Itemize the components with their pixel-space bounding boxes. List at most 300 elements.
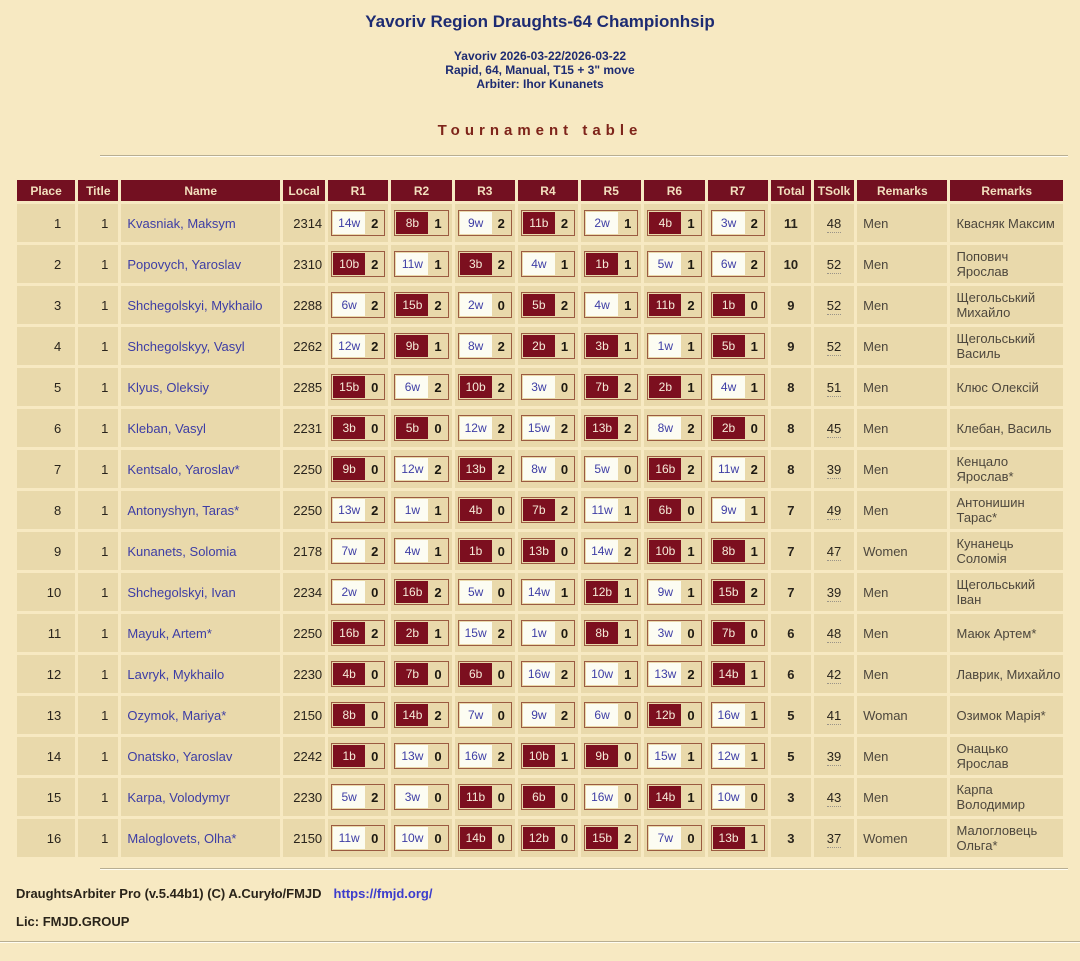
local-rating-cell: 2250	[283, 491, 325, 529]
opponent-number: 10b	[460, 376, 492, 398]
column-header-r4: R4	[518, 180, 578, 201]
round-result-box	[711, 661, 765, 687]
tsolk-cell	[814, 368, 854, 406]
round-score: 2	[497, 748, 505, 764]
player-name[interactable]: Kentsalo, Yaroslav*	[121, 450, 280, 488]
tsolk-value: 52	[826, 256, 842, 272]
round-cell-r1	[328, 245, 388, 283]
round-cell-r5	[581, 368, 641, 406]
total-cell: 6	[771, 655, 811, 693]
tsolk-cell	[814, 778, 854, 816]
round-score: 1	[750, 543, 758, 559]
opponent-number: 11w	[396, 253, 428, 275]
round-score: 2	[497, 256, 505, 272]
round-cell-r1	[328, 778, 388, 816]
round-cell-r2	[391, 819, 451, 857]
opponent-number: 7b	[586, 376, 618, 398]
round-cell-r2	[391, 409, 451, 447]
round-cell-r1	[328, 327, 388, 365]
round-result-box	[331, 579, 385, 605]
local-rating-cell: 2288	[283, 286, 325, 324]
column-header-r3: R3	[455, 180, 515, 201]
remarks-gender-cell: Men	[857, 778, 947, 816]
opponent-number: 2b	[396, 622, 428, 644]
tsolk-cell	[814, 409, 854, 447]
column-header-r7: R7	[708, 180, 768, 201]
column-header-r5: R5	[581, 180, 641, 201]
opponent-number: 12b	[586, 581, 618, 603]
round-result-box	[331, 333, 385, 359]
round-score: 0	[624, 748, 632, 764]
opponent-number: 2b	[713, 417, 745, 439]
opponent-number: 15w	[523, 417, 555, 439]
player-name[interactable]: Shchegolskyi, Ivan	[121, 573, 280, 611]
round-cell-r3	[455, 696, 515, 734]
round-cell-r3	[455, 573, 515, 611]
opponent-number: 2w	[586, 212, 618, 234]
title-cell: 1	[78, 573, 118, 611]
place-cell: 8	[17, 491, 75, 529]
opponent-number: 5w	[586, 458, 618, 480]
round-cell-r3	[455, 409, 515, 447]
column-header-r2: R2	[391, 180, 451, 201]
round-score: 1	[434, 543, 442, 559]
round-cell-r4	[518, 655, 578, 693]
round-result-box	[458, 784, 512, 810]
opponent-number: 10b	[523, 745, 555, 767]
round-cell-r3	[455, 614, 515, 652]
app-credit: DraughtsArbiter Pro (v.5.44b1) (C) A.Curyło/FMJD	[16, 886, 322, 901]
round-score: 2	[687, 461, 695, 477]
opponent-number: 3w	[649, 622, 681, 644]
opponent-number: 11b	[523, 212, 555, 234]
place-cell: 14	[17, 737, 75, 775]
round-score: 0	[371, 830, 379, 846]
opponent-number: 4w	[713, 376, 745, 398]
round-result-box	[647, 538, 701, 564]
round-result-box	[647, 333, 701, 359]
opponent-number: 8w	[460, 335, 492, 357]
opponent-number: 1w	[396, 499, 428, 521]
round-score: 0	[497, 502, 505, 518]
round-cell-r4	[518, 245, 578, 283]
event-subtitle	[0, 49, 1080, 91]
round-cell-r2	[391, 368, 451, 406]
round-result-box	[394, 620, 448, 646]
round-cell-r1	[328, 450, 388, 488]
round-result-box	[458, 497, 512, 523]
round-score: 1	[624, 256, 632, 272]
round-cell-r1	[328, 696, 388, 734]
round-cell-r6	[644, 286, 704, 324]
opponent-number: 15b	[713, 581, 745, 603]
round-cell-r4	[518, 368, 578, 406]
round-score: 2	[750, 461, 758, 477]
player-name[interactable]: Shchegolskyy, Vasyl	[121, 327, 280, 365]
round-cell-r3	[455, 819, 515, 857]
place-cell: 2	[17, 245, 75, 283]
opponent-number: 3w	[396, 786, 428, 808]
round-score: 0	[560, 830, 569, 846]
round-result-box	[711, 579, 765, 605]
tsolk-value: 39	[826, 461, 842, 477]
opponent-number: 13b	[713, 827, 745, 849]
opponent-number: 4w	[396, 540, 428, 562]
round-result-box	[331, 415, 385, 441]
table-row	[17, 286, 1063, 324]
round-score: 1	[434, 215, 442, 231]
round-result-box	[458, 743, 512, 769]
footer-divider	[100, 868, 1068, 870]
tsolk-cell	[814, 655, 854, 693]
round-result-box	[647, 825, 701, 851]
remarks-gender-cell: Men	[857, 614, 947, 652]
title-cell: 1	[78, 409, 118, 447]
round-cell-r7	[708, 573, 768, 611]
place-cell: 7	[17, 450, 75, 488]
round-cell-r4	[518, 286, 578, 324]
round-score: 1	[434, 256, 442, 272]
opponent-number: 9b	[586, 745, 618, 767]
remarks-cyrillic-name-cell: Щегольський Василь	[950, 327, 1063, 365]
round-score: 2	[371, 543, 379, 559]
round-result-box	[584, 251, 638, 277]
remarks-gender-cell: Men	[857, 737, 947, 775]
title-cell: 1	[78, 614, 118, 652]
round-cell-r4	[518, 491, 578, 529]
round-cell-r6	[644, 245, 704, 283]
tsolk-cell	[814, 204, 854, 242]
opponent-number: 4b	[649, 212, 681, 234]
round-result-box	[584, 210, 638, 236]
player-name[interactable]: Klyus, Oleksiy	[121, 368, 280, 406]
round-score: 2	[371, 338, 379, 354]
tsolk-value: 49	[826, 502, 842, 518]
round-cell-r5	[581, 450, 641, 488]
local-rating-cell: 2150	[283, 819, 325, 857]
opponent-number: 7w	[460, 704, 492, 726]
tsolk-value: 51	[826, 379, 842, 395]
round-result-box	[584, 497, 638, 523]
round-score: 0	[687, 707, 695, 723]
round-score: 2	[560, 297, 569, 313]
title-cell: 1	[78, 737, 118, 775]
local-rating-cell: 2242	[283, 737, 325, 775]
opponent-number: 14w	[333, 212, 365, 234]
opponent-number: 3w	[713, 212, 745, 234]
round-score: 0	[497, 666, 505, 682]
local-rating-cell: 2178	[283, 532, 325, 570]
place-cell: 15	[17, 778, 75, 816]
column-header-r6: R6	[644, 180, 704, 201]
fmjd-link[interactable]: https://fmjd.org/	[333, 886, 433, 901]
round-score: 0	[687, 830, 695, 846]
opponent-number: 1w	[523, 622, 555, 644]
round-result-box	[647, 292, 701, 318]
bottom-divider	[0, 941, 1080, 943]
round-result-box	[521, 620, 575, 646]
round-cell-r6	[644, 614, 704, 652]
remarks-cyrillic-name-cell: Лаврик, Михайло	[950, 655, 1063, 693]
remarks-cyrillic-name-cell: Малогловець Ольга*	[950, 819, 1063, 857]
opponent-number: 11w	[333, 827, 365, 849]
round-cell-r3	[455, 491, 515, 529]
player-name[interactable]: Kvasniak, Maksym	[121, 204, 280, 242]
opponent-number: 15b	[586, 827, 618, 849]
round-score: 1	[750, 830, 758, 846]
round-score: 2	[497, 379, 505, 395]
round-result-box	[711, 333, 765, 359]
opponent-number: 1b	[460, 540, 492, 562]
round-result-box	[711, 415, 765, 441]
round-cell-r2	[391, 245, 451, 283]
round-score: 1	[560, 748, 569, 764]
tsolk-value: 45	[826, 420, 842, 436]
round-result-box	[521, 538, 575, 564]
table-row	[17, 204, 1063, 242]
round-score: 0	[497, 789, 505, 805]
total-cell: 7	[771, 532, 811, 570]
column-header-local: Local	[283, 180, 325, 201]
local-rating-cell: 2231	[283, 409, 325, 447]
round-score: 2	[434, 584, 442, 600]
round-score: 0	[560, 461, 569, 477]
opponent-number: 15b	[396, 294, 428, 316]
round-result-box	[458, 620, 512, 646]
round-result-box	[647, 661, 701, 687]
round-result-box	[521, 210, 575, 236]
opponent-number: 12w	[460, 417, 492, 439]
round-result-box	[394, 251, 448, 277]
round-cell-r1	[328, 532, 388, 570]
round-score: 2	[624, 379, 632, 395]
round-result-box	[458, 579, 512, 605]
opponent-number: 8b	[713, 540, 745, 562]
place-cell: 4	[17, 327, 75, 365]
opponent-number: 12w	[333, 335, 365, 357]
total-cell: 10	[771, 245, 811, 283]
place-cell: 13	[17, 696, 75, 734]
opponent-number: 14b	[713, 663, 745, 685]
round-cell-r3	[455, 245, 515, 283]
opponent-number: 7b	[713, 622, 745, 644]
total-cell: 11	[771, 204, 811, 242]
opponent-number: 6w	[586, 704, 618, 726]
player-name[interactable]: Karpa, Volodymyr	[121, 778, 280, 816]
round-cell-r4	[518, 819, 578, 857]
round-score: 1	[750, 707, 758, 723]
opponent-number: 14w	[523, 581, 555, 603]
round-result-box	[458, 456, 512, 482]
opponent-number: 4b	[333, 663, 365, 685]
table-row	[17, 778, 1063, 816]
round-cell-r4	[518, 409, 578, 447]
tsolk-value: 37	[826, 830, 842, 846]
round-score: 2	[687, 420, 695, 436]
player-name[interactable]: Antonyshyn, Taras*	[121, 491, 280, 529]
round-cell-r6	[644, 204, 704, 242]
opponent-number: 5b	[396, 417, 428, 439]
round-result-box	[394, 292, 448, 318]
round-score: 0	[560, 543, 569, 559]
round-cell-r6	[644, 778, 704, 816]
round-result-box	[331, 702, 385, 728]
round-cell-r3	[455, 532, 515, 570]
opponent-number: 6b	[460, 663, 492, 685]
round-cell-r5	[581, 327, 641, 365]
round-score: 0	[434, 789, 442, 805]
local-rating-cell: 2150	[283, 696, 325, 734]
round-cell-r6	[644, 327, 704, 365]
round-result-box	[584, 825, 638, 851]
remarks-gender-cell: Woman	[857, 696, 947, 734]
round-score: 0	[434, 830, 442, 846]
remarks-cyrillic-name-cell: Щегольський Іван	[950, 573, 1063, 611]
round-result-box	[584, 374, 638, 400]
place-cell: 10	[17, 573, 75, 611]
local-rating-cell: 2230	[283, 778, 325, 816]
round-score: 1	[624, 215, 632, 231]
round-cell-r5	[581, 204, 641, 242]
place-cell: 5	[17, 368, 75, 406]
opponent-number: 13b	[586, 417, 618, 439]
round-result-box	[458, 661, 512, 687]
round-result-box	[711, 497, 765, 523]
round-score: 0	[497, 297, 505, 313]
round-result-box	[331, 538, 385, 564]
player-name[interactable]: Lavryk, Mykhailo	[121, 655, 280, 693]
player-name[interactable]: Popovych, Yaroslav	[121, 245, 280, 283]
table-row	[17, 409, 1063, 447]
round-cell-r4	[518, 327, 578, 365]
round-result-box	[458, 374, 512, 400]
player-name[interactable]: Onatsko, Yaroslav	[121, 737, 280, 775]
opponent-number: 7b	[396, 663, 428, 685]
place-cell: 16	[17, 819, 75, 857]
round-score: 0	[497, 830, 505, 846]
opponent-number: 7w	[649, 827, 681, 849]
player-name[interactable]: Kleban, Vasyl	[121, 409, 280, 447]
opponent-number: 13w	[649, 663, 681, 685]
total-cell: 7	[771, 573, 811, 611]
round-result-box	[647, 702, 701, 728]
title-cell: 1	[78, 286, 118, 324]
round-score: 2	[560, 215, 569, 231]
tsolk-cell	[814, 327, 854, 365]
round-cell-r4	[518, 737, 578, 775]
round-cell-r7	[708, 204, 768, 242]
remarks-gender-cell: Men	[857, 368, 947, 406]
round-score: 1	[750, 502, 758, 518]
round-result-box	[521, 251, 575, 277]
round-cell-r2	[391, 573, 451, 611]
player-name[interactable]: Maloglovets, Olha*	[121, 819, 280, 857]
round-result-box	[711, 374, 765, 400]
player-name[interactable]: Shchegolskyi, Mykhailo	[121, 286, 280, 324]
total-cell: 8	[771, 450, 811, 488]
round-cell-r6	[644, 737, 704, 775]
title-cell: 1	[78, 245, 118, 283]
tsolk-cell	[814, 819, 854, 857]
tsolk-value: 41	[826, 707, 842, 723]
remarks-gender-cell: Men	[857, 491, 947, 529]
opponent-number: 10w	[586, 663, 618, 685]
round-cell-r3	[455, 204, 515, 242]
title-cell: 1	[78, 204, 118, 242]
round-cell-r6	[644, 655, 704, 693]
round-score: 0	[750, 297, 758, 313]
remarks-cyrillic-name-cell: Клюс Олексій	[950, 368, 1063, 406]
opponent-number: 10b	[649, 540, 681, 562]
opponent-number: 12b	[523, 827, 555, 849]
round-result-box	[711, 620, 765, 646]
player-name[interactable]: Mayuk, Artem*	[121, 614, 280, 652]
round-result-box	[647, 743, 701, 769]
title-cell: 1	[78, 450, 118, 488]
round-score: 1	[560, 338, 569, 354]
local-rating-cell: 2234	[283, 573, 325, 611]
opponent-number: 7b	[523, 499, 555, 521]
tsolk-cell	[814, 450, 854, 488]
round-score: 2	[560, 502, 569, 518]
opponent-number: 15w	[649, 745, 681, 767]
place-cell: 6	[17, 409, 75, 447]
tsolk-value: 43	[826, 789, 842, 805]
round-score: 0	[560, 625, 569, 641]
round-result-box	[647, 456, 701, 482]
opponent-number: 3b	[460, 253, 492, 275]
round-cell-r5	[581, 245, 641, 283]
round-cell-r7	[708, 696, 768, 734]
round-result-box	[394, 538, 448, 564]
round-cell-r7	[708, 819, 768, 857]
remarks-cyrillic-name-cell: Щегольський Михайло	[950, 286, 1063, 324]
opponent-number: 5w	[333, 786, 365, 808]
page-title: Yavoriv Region Draughts-64 Championhsip	[365, 12, 715, 31]
round-score: 1	[624, 338, 632, 354]
opponent-number: 9w	[713, 499, 745, 521]
title-cell: 1	[78, 532, 118, 570]
round-result-box	[394, 497, 448, 523]
table-row	[17, 573, 1063, 611]
round-score: 1	[750, 338, 758, 354]
round-cell-r3	[455, 327, 515, 365]
round-score: 0	[624, 707, 632, 723]
tsolk-cell	[814, 286, 854, 324]
section-title: Tournament table	[437, 122, 643, 139]
player-name[interactable]: Kunanets, Solomia	[121, 532, 280, 570]
remarks-cyrillic-name-cell: Карпа Володимир	[950, 778, 1063, 816]
round-result-box	[394, 702, 448, 728]
top-divider	[100, 155, 1068, 157]
round-result-box	[394, 456, 448, 482]
remarks-gender-cell: Women	[857, 532, 947, 570]
round-score: 2	[497, 420, 505, 436]
remarks-gender-cell: Men	[857, 245, 947, 283]
tsolk-value: 39	[826, 584, 842, 600]
opponent-number: 1w	[649, 335, 681, 357]
column-header-total: Total	[771, 180, 811, 201]
column-header-r1: R1	[328, 180, 388, 201]
round-result-box	[521, 743, 575, 769]
round-cell-r1	[328, 737, 388, 775]
table-row	[17, 696, 1063, 734]
total-cell: 9	[771, 286, 811, 324]
round-result-box	[711, 825, 765, 851]
player-name[interactable]: Ozymok, Mariya*	[121, 696, 280, 734]
round-cell-r3	[455, 655, 515, 693]
round-cell-r4	[518, 696, 578, 734]
